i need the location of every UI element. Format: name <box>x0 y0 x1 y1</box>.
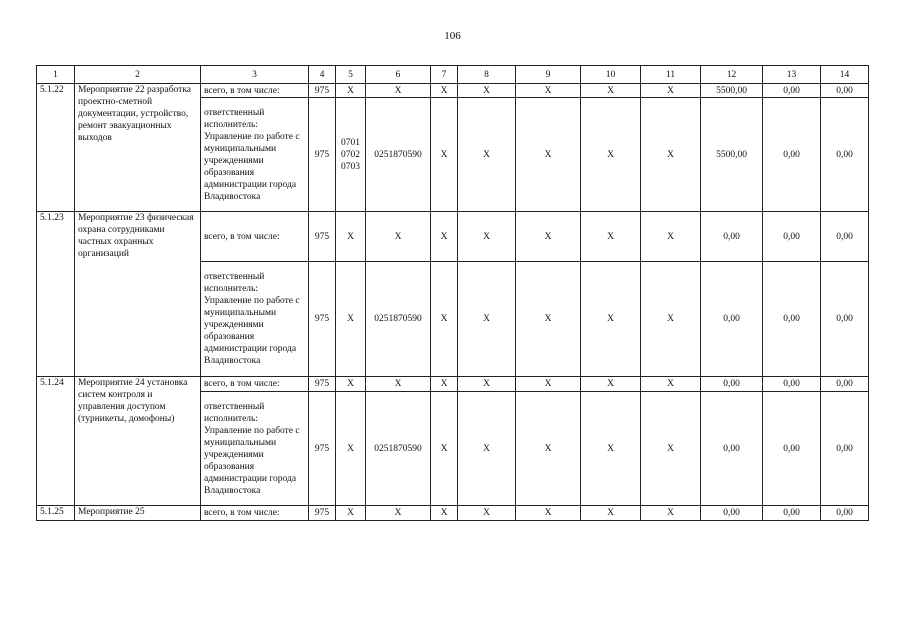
value-cell: X <box>366 377 431 392</box>
value-cell: X <box>458 84 516 98</box>
item-name: Мероприятие 24 установка систем контроля и управления доступом (турникеты, домофоны) <box>75 377 201 506</box>
value-cell: X <box>458 506 516 521</box>
value-cell: X <box>366 84 431 98</box>
value-cell: X <box>516 377 581 392</box>
item-name: Мероприятие 22 разработка проектно-сметной документации, устройство, ремонт эвакуационных выходов <box>75 84 201 212</box>
value-cell: 975 <box>309 392 336 506</box>
item-number: 5.1.25 <box>37 506 75 521</box>
budget-table <box>36 65 869 521</box>
value-cell: 0,00 <box>763 506 821 521</box>
value-cell: X <box>516 392 581 506</box>
value-cell: 975 <box>309 506 336 521</box>
header-row <box>37 66 869 84</box>
value-cell: X <box>458 392 516 506</box>
value-cell: 0,00 <box>701 377 763 392</box>
value-cell: X <box>366 212 431 262</box>
value-cell: 0,00 <box>821 262 869 377</box>
value-cell: X <box>581 84 641 98</box>
value-cell: 0251870590 <box>366 392 431 506</box>
value-cell: X <box>336 377 366 392</box>
value-cell: 0701 0702 0703 <box>336 98 366 212</box>
value-cell: 0,00 <box>821 377 869 392</box>
value-cell: 0,00 <box>701 212 763 262</box>
value-cell: X <box>641 506 701 521</box>
value-cell: 0,00 <box>763 262 821 377</box>
value-cell: 975 <box>309 84 336 98</box>
value-cell: X <box>581 262 641 377</box>
value-cell: X <box>366 506 431 521</box>
value-cell: 975 <box>309 262 336 377</box>
value-cell: X <box>336 212 366 262</box>
value-cell: X <box>641 392 701 506</box>
value-cell: X <box>431 212 458 262</box>
value-cell: X <box>516 212 581 262</box>
value-cell: X <box>581 98 641 212</box>
column-header: 5 <box>336 66 366 84</box>
value-cell: X <box>516 262 581 377</box>
table-row <box>37 377 869 392</box>
value-cell: 0,00 <box>763 212 821 262</box>
value-cell: X <box>641 377 701 392</box>
item-number: 5.1.22 <box>37 84 75 212</box>
item-number: 5.1.24 <box>37 377 75 506</box>
value-cell: X <box>431 506 458 521</box>
value-cell: X <box>641 212 701 262</box>
row-label: ответственный исполнитель: Управление по работе с муниципальными учреждениями образования администрации города Владивостока <box>201 262 309 377</box>
value-cell: X <box>581 377 641 392</box>
value-cell: X <box>336 262 366 377</box>
value-cell: 0,00 <box>763 98 821 212</box>
page-number: 106 <box>444 30 461 42</box>
value-cell: 0,00 <box>701 506 763 521</box>
value-cell: X <box>516 84 581 98</box>
value-cell: X <box>458 377 516 392</box>
value-cell: X <box>431 377 458 392</box>
value-cell: 0,00 <box>821 212 869 262</box>
column-header: 7 <box>431 66 458 84</box>
value-cell: 0,00 <box>821 84 869 98</box>
value-cell: X <box>581 506 641 521</box>
value-cell: X <box>516 98 581 212</box>
column-header: 1 <box>37 66 75 84</box>
table-row <box>37 84 869 98</box>
row-label: всего, в том числе: <box>201 212 309 262</box>
value-cell: 5500,00 <box>701 84 763 98</box>
value-cell: 975 <box>309 212 336 262</box>
value-cell: X <box>431 262 458 377</box>
row-label: ответственный исполнитель: Управление по работе с муниципальными учреждениями образования администрации города Владивостока <box>201 98 309 212</box>
value-cell: X <box>431 84 458 98</box>
table-row <box>37 506 869 521</box>
row-label: всего, в том числе: <box>201 506 309 521</box>
value-cell: X <box>336 392 366 506</box>
value-cell: 0,00 <box>821 392 869 506</box>
value-cell: X <box>336 84 366 98</box>
value-cell: X <box>431 98 458 212</box>
column-header: 13 <box>763 66 821 84</box>
value-cell: X <box>458 98 516 212</box>
column-header: 9 <box>516 66 581 84</box>
row-label: ответственный исполнитель: Управление по работе с муниципальными учреждениями образования администрации города Владивостока <box>201 392 309 506</box>
value-cell: 0251870590 <box>366 262 431 377</box>
value-cell: 5500,00 <box>701 98 763 212</box>
column-header: 11 <box>641 66 701 84</box>
item-number: 5.1.23 <box>37 212 75 377</box>
column-header: 10 <box>581 66 641 84</box>
value-cell: 0,00 <box>701 392 763 506</box>
row-label: всего, в том числе: <box>201 377 309 392</box>
value-cell: X <box>641 84 701 98</box>
column-header: 6 <box>366 66 431 84</box>
value-cell: X <box>641 262 701 377</box>
item-name: Мероприятие 23 физическая охрана сотрудниками частных охранных организаций <box>75 212 201 377</box>
value-cell: 0251870590 <box>366 98 431 212</box>
value-cell: X <box>431 392 458 506</box>
value-cell: 0,00 <box>821 98 869 212</box>
column-header: 14 <box>821 66 869 84</box>
table-row <box>37 212 869 262</box>
row-label: всего, в том числе: <box>201 84 309 98</box>
value-cell: X <box>336 506 366 521</box>
value-cell: 0,00 <box>763 377 821 392</box>
value-cell: X <box>458 262 516 377</box>
column-header: 12 <box>701 66 763 84</box>
value-cell: 0,00 <box>701 262 763 377</box>
column-header: 2 <box>75 66 201 84</box>
item-name: Мероприятие 25 <box>75 506 201 521</box>
column-header: 3 <box>201 66 309 84</box>
value-cell: X <box>458 212 516 262</box>
value-cell: 975 <box>309 377 336 392</box>
value-cell: 0,00 <box>763 84 821 98</box>
value-cell: X <box>581 212 641 262</box>
value-cell: 0,00 <box>763 392 821 506</box>
value-cell: 975 <box>309 98 336 212</box>
value-cell: X <box>641 98 701 212</box>
value-cell: X <box>581 392 641 506</box>
column-header: 4 <box>309 66 336 84</box>
column-header: 8 <box>458 66 516 84</box>
value-cell: X <box>516 506 581 521</box>
value-cell: 0,00 <box>821 506 869 521</box>
